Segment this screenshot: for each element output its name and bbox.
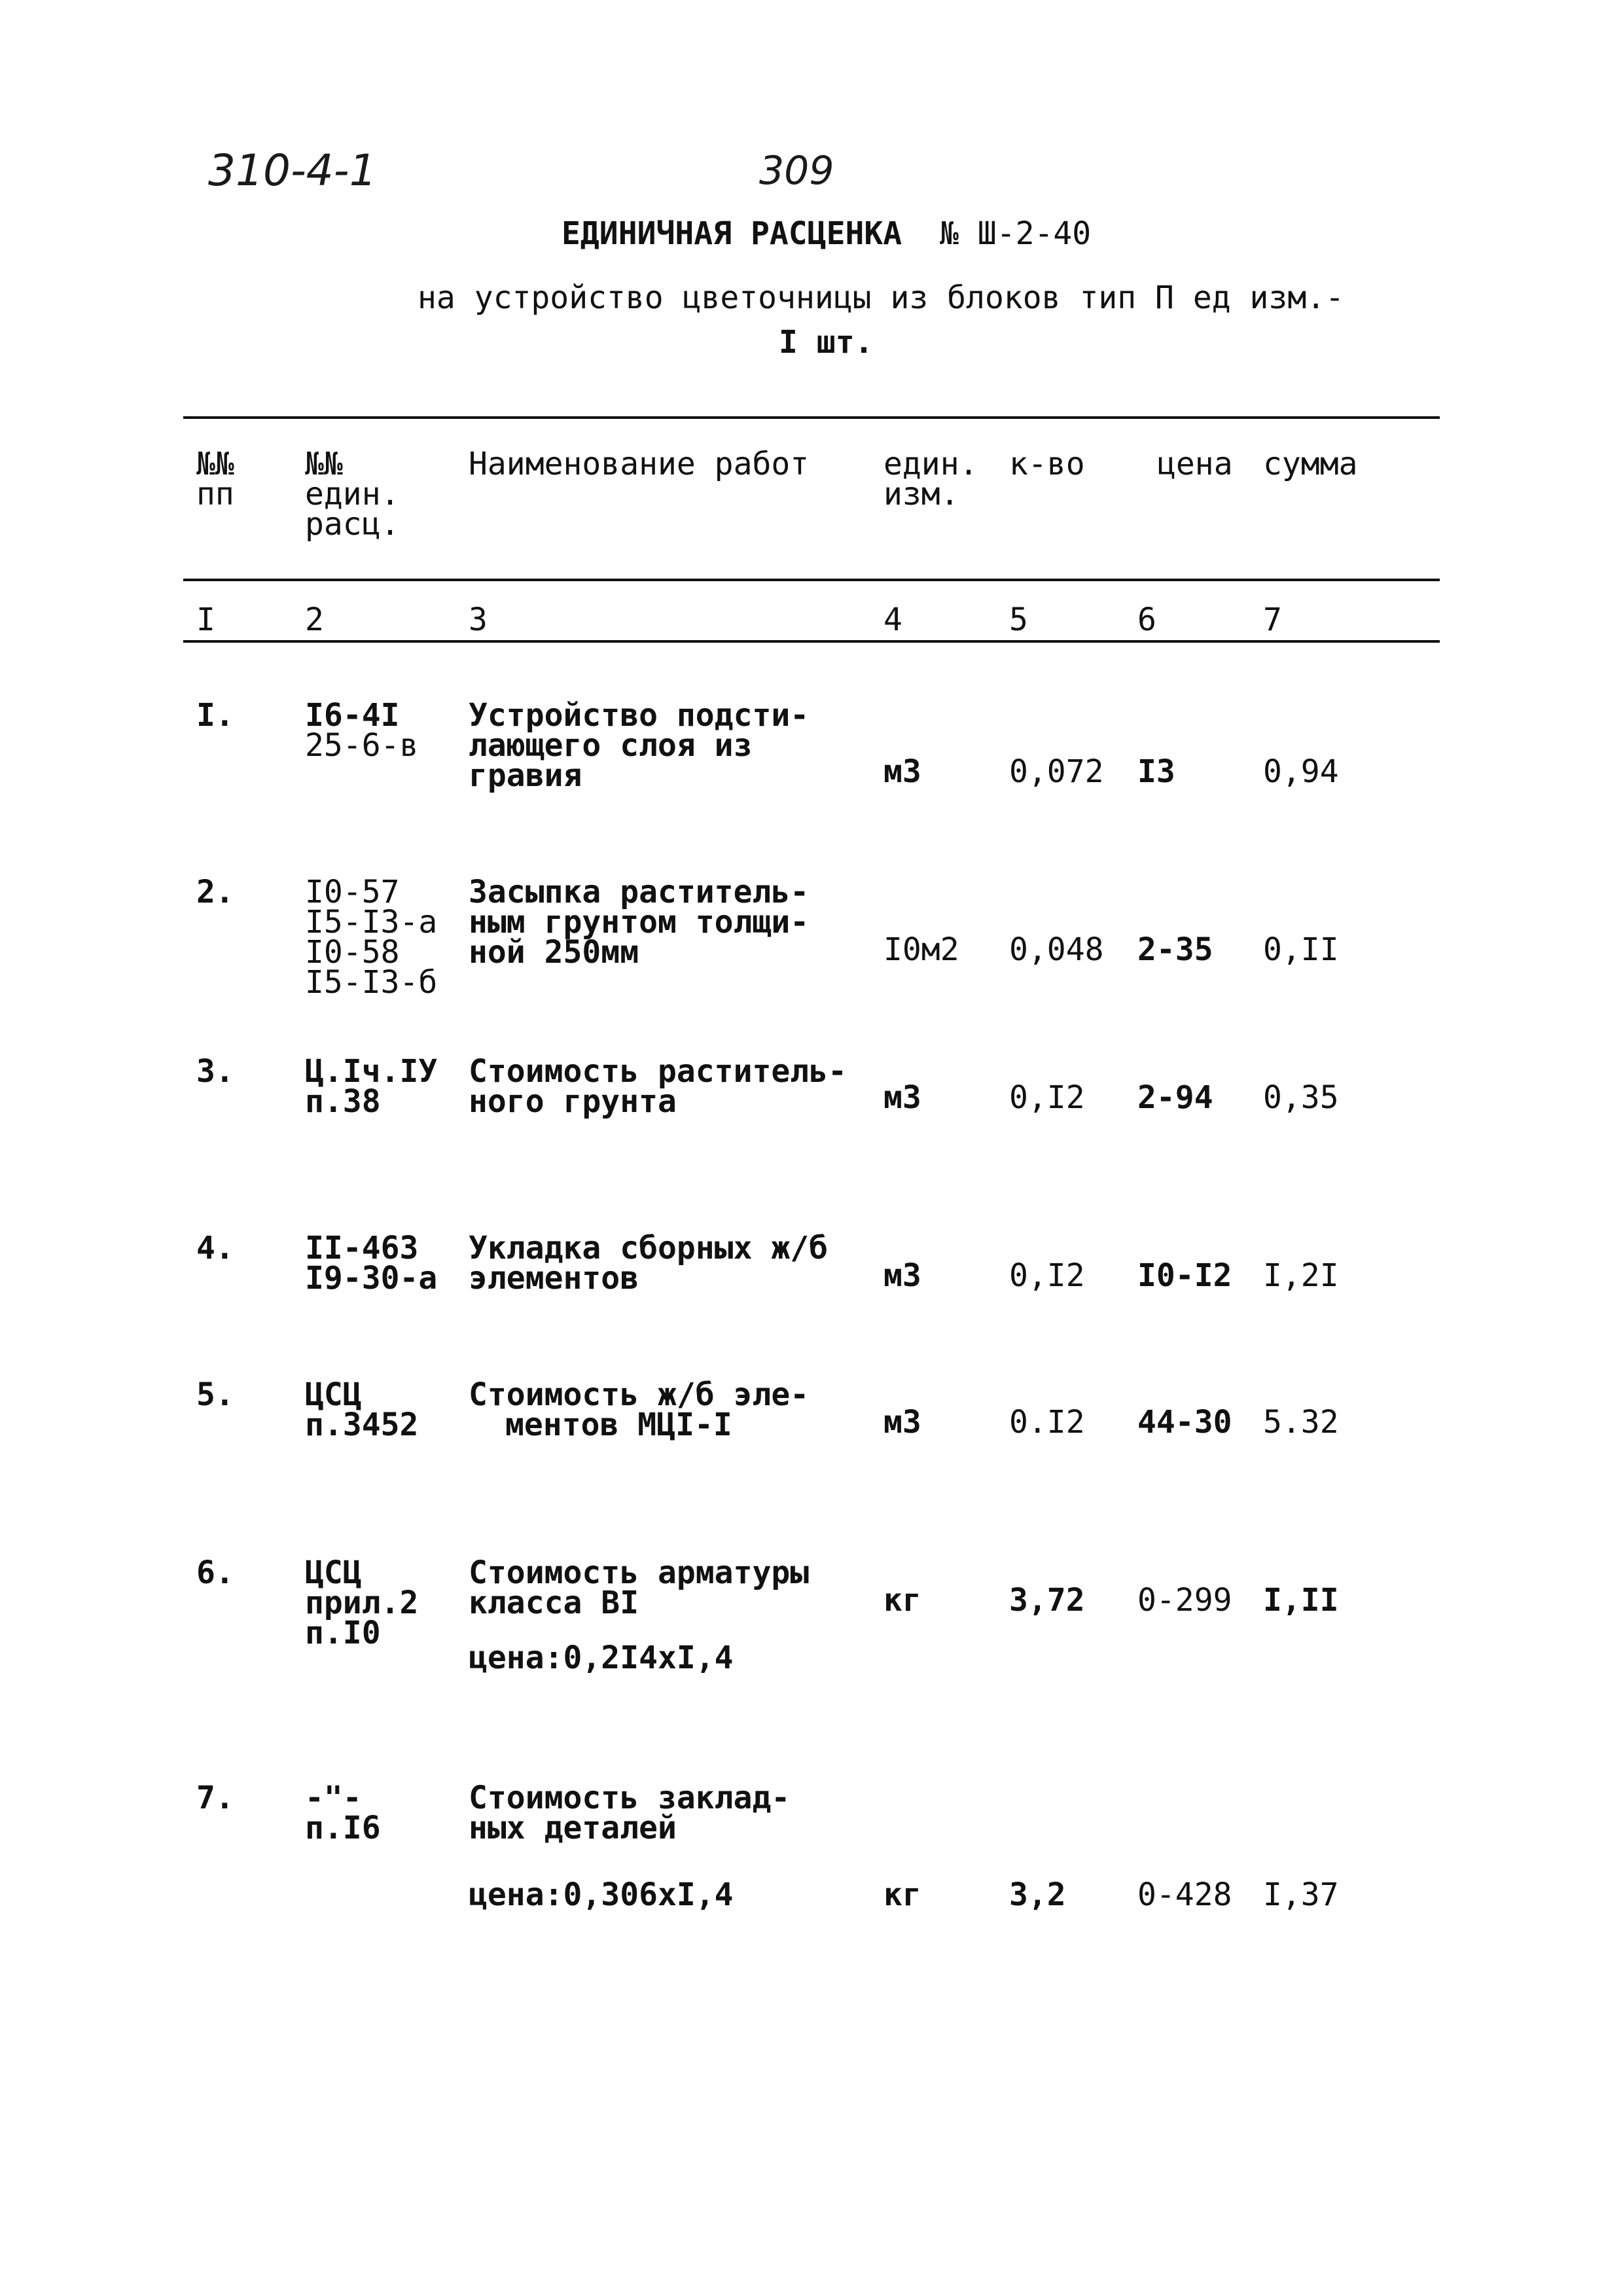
column-header-unit: един. изм. [883,446,978,512]
sum: 0,II [1263,931,1339,968]
unit: кг [883,1876,921,1913]
column-number-5: 5 [1009,601,1028,638]
work-name: Стоимость заклад- ных деталей [469,1780,791,1846]
column-header-quantity: к-во [1009,446,1085,482]
rate-code: ЦСЦ п.3452 [305,1376,419,1443]
price: 0-299 [1137,1582,1232,1619]
document-subtitle-unit: I шт. [779,324,874,361]
unit: м3 [883,1404,921,1441]
table-header-rule [183,579,1440,581]
work-name: Стоимость арматуры класса ВI [469,1554,810,1621]
rate-code: I0-57 I5-I3-а I0-58 I5-I3-б [305,874,438,1001]
document-code: 310-4-1 [208,145,377,196]
quantity: 3,2 [1009,1876,1066,1913]
row-number: 2. [196,874,234,910]
quantity: 3,72 [1009,1582,1085,1619]
row-number: 6. [196,1554,234,1591]
sum: 5.32 [1263,1404,1339,1441]
work-name: Засыпка раститель- ным грунтом толщи- ной 250мм [469,874,810,971]
column-header-work-name: Наименование работ [469,446,810,482]
unit: м3 [883,1257,921,1294]
row-number: 3. [196,1053,234,1090]
price: 0-428 [1137,1876,1232,1913]
quantity: 0,I2 [1009,1257,1085,1294]
document-number: № Ш-2-40 [940,215,1092,252]
document-title: ЕДИНИЧНАЯ РАСЦЕНКА [562,215,902,252]
sum: I,2I [1263,1257,1339,1294]
work-name: Укладка сборных ж/б элементов [469,1230,829,1297]
row-number: 4. [196,1230,234,1266]
rate-code: -"- п.I6 [305,1780,381,1846]
column-header-sum: сумма [1263,446,1358,482]
sum: I,37 [1263,1876,1339,1913]
column-header-price: цена [1157,446,1233,482]
price: 2-94 [1137,1079,1213,1116]
column-number-6: 6 [1137,601,1156,638]
table-top-rule [183,416,1440,419]
column-number-2: 2 [305,601,324,638]
rate-code: I6-4I 25-6-в [305,697,419,764]
column-number-7: 7 [1263,601,1282,638]
sum: I,II [1263,1582,1339,1619]
work-name: Устройство подсти- лающего слоя из гравия [469,697,810,794]
column-number-1: I [196,601,215,638]
price-formula: цена:0,306хI,4 [469,1876,734,1913]
unit: м3 [883,753,921,790]
column-number-3: 3 [469,601,488,638]
rate-code: II-463 I9-30-а [305,1230,438,1297]
rate-code: ЦСЦ прил.2 п.I0 [305,1554,419,1651]
sum: 0,35 [1263,1079,1339,1116]
price: I3 [1137,753,1175,790]
unit: кг [883,1582,921,1619]
price: 44-30 [1137,1404,1232,1441]
work-name: Стоимость ж/б эле- ментов МЦI-I [469,1376,810,1443]
row-number: 7. [196,1780,234,1816]
price: 2-35 [1137,931,1213,968]
quantity: 0,072 [1009,753,1104,790]
row-number: I. [196,697,234,734]
column-number-4: 4 [883,601,902,638]
unit: м3 [883,1079,921,1116]
price: I0-I2 [1137,1257,1232,1294]
document-subtitle: на устройство цветочницы из блоков тип П ед изм.- [418,279,1345,316]
column-header-rate-number: №№ един. расц. [305,446,400,543]
quantity: 0.I2 [1009,1404,1085,1441]
row-number: 5. [196,1376,234,1413]
unit: I0м2 [883,931,959,968]
rate-code: Ц.Iч.IУ п.38 [305,1053,438,1120]
table-number-rule [183,640,1440,643]
sum: 0,94 [1263,753,1339,790]
price-formula: цена:0,2I4хI,4 [469,1640,734,1676]
work-name: Стоимость раститель- ного грунта [469,1053,847,1120]
quantity: 0,048 [1009,931,1104,968]
column-header-row-number: №№ пп [196,446,234,512]
quantity: 0,I2 [1009,1079,1085,1116]
page-number: 309 [759,148,834,194]
